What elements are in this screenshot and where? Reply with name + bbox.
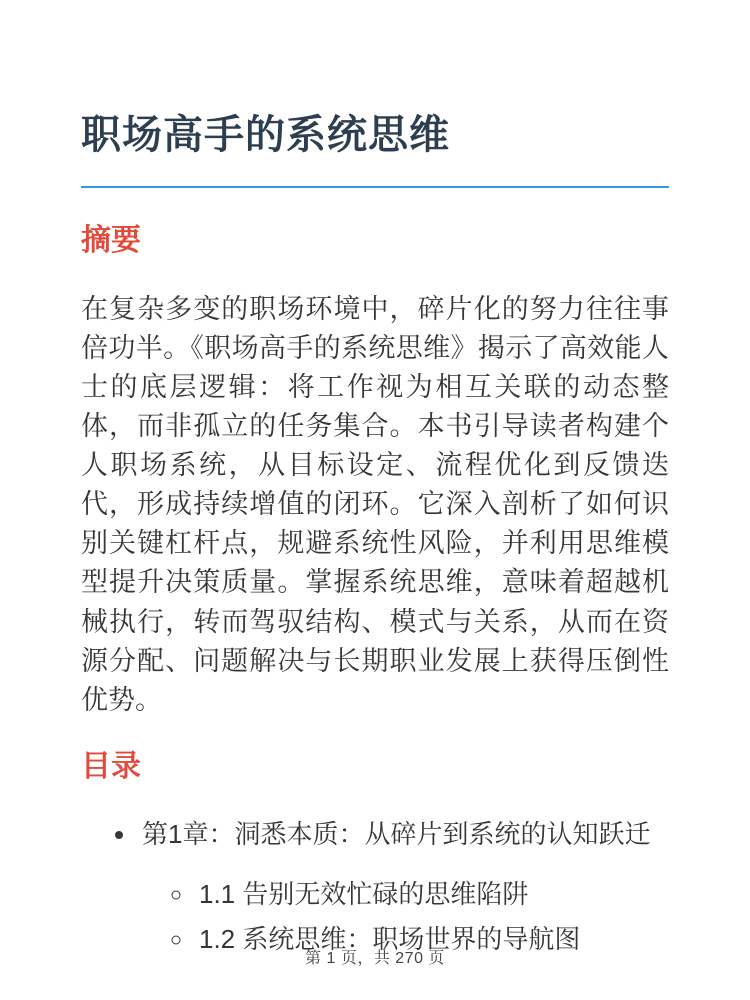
page-footer xyxy=(0,945,750,968)
title-divider xyxy=(81,186,669,188)
toc-section-item: ◦ 1.2 系统思维：职场世界的导航图 xyxy=(195,921,669,957)
toc-heading: 目录 xyxy=(81,750,141,784)
abstract-heading: 摘要 xyxy=(81,224,141,257)
page-title: 职场高手的系统思维 xyxy=(81,113,450,157)
toc-chapter-item xyxy=(138,816,669,958)
toc-chapter-label: 第1章：洞悉本质：从碎片到系统的认知跃迁 xyxy=(142,818,651,849)
toc-list xyxy=(81,816,669,958)
toc-section-item: ◦ 1.1 告别无效忙碌的思维陷阱 xyxy=(195,876,669,912)
page-indicator: 第 1 页，共 270 页 xyxy=(305,950,445,967)
abstract-paragraph: 在复杂多变的职场环境中，碎片化的努力往往事倍功半。《职场高手的系统思维》揭示了高效能人士的底层逻辑：将工作视为相互关联的动态整体，而非孤立的任务集合。本书引导读者构建个人职场系统，从目标设定、流程优化到反馈迭代，形成持续增值的闭环。它深入剖析了如何识别关键杠杆点，规避系统性风险，并利用思维模型提升决策质量。掌握系统思维，意味着超越机械执行，转而驾驭结构、模式与关系，从而在资源分配、问题解决与长期职业发展上获得压倒性优势。 xyxy=(81,293,669,715)
